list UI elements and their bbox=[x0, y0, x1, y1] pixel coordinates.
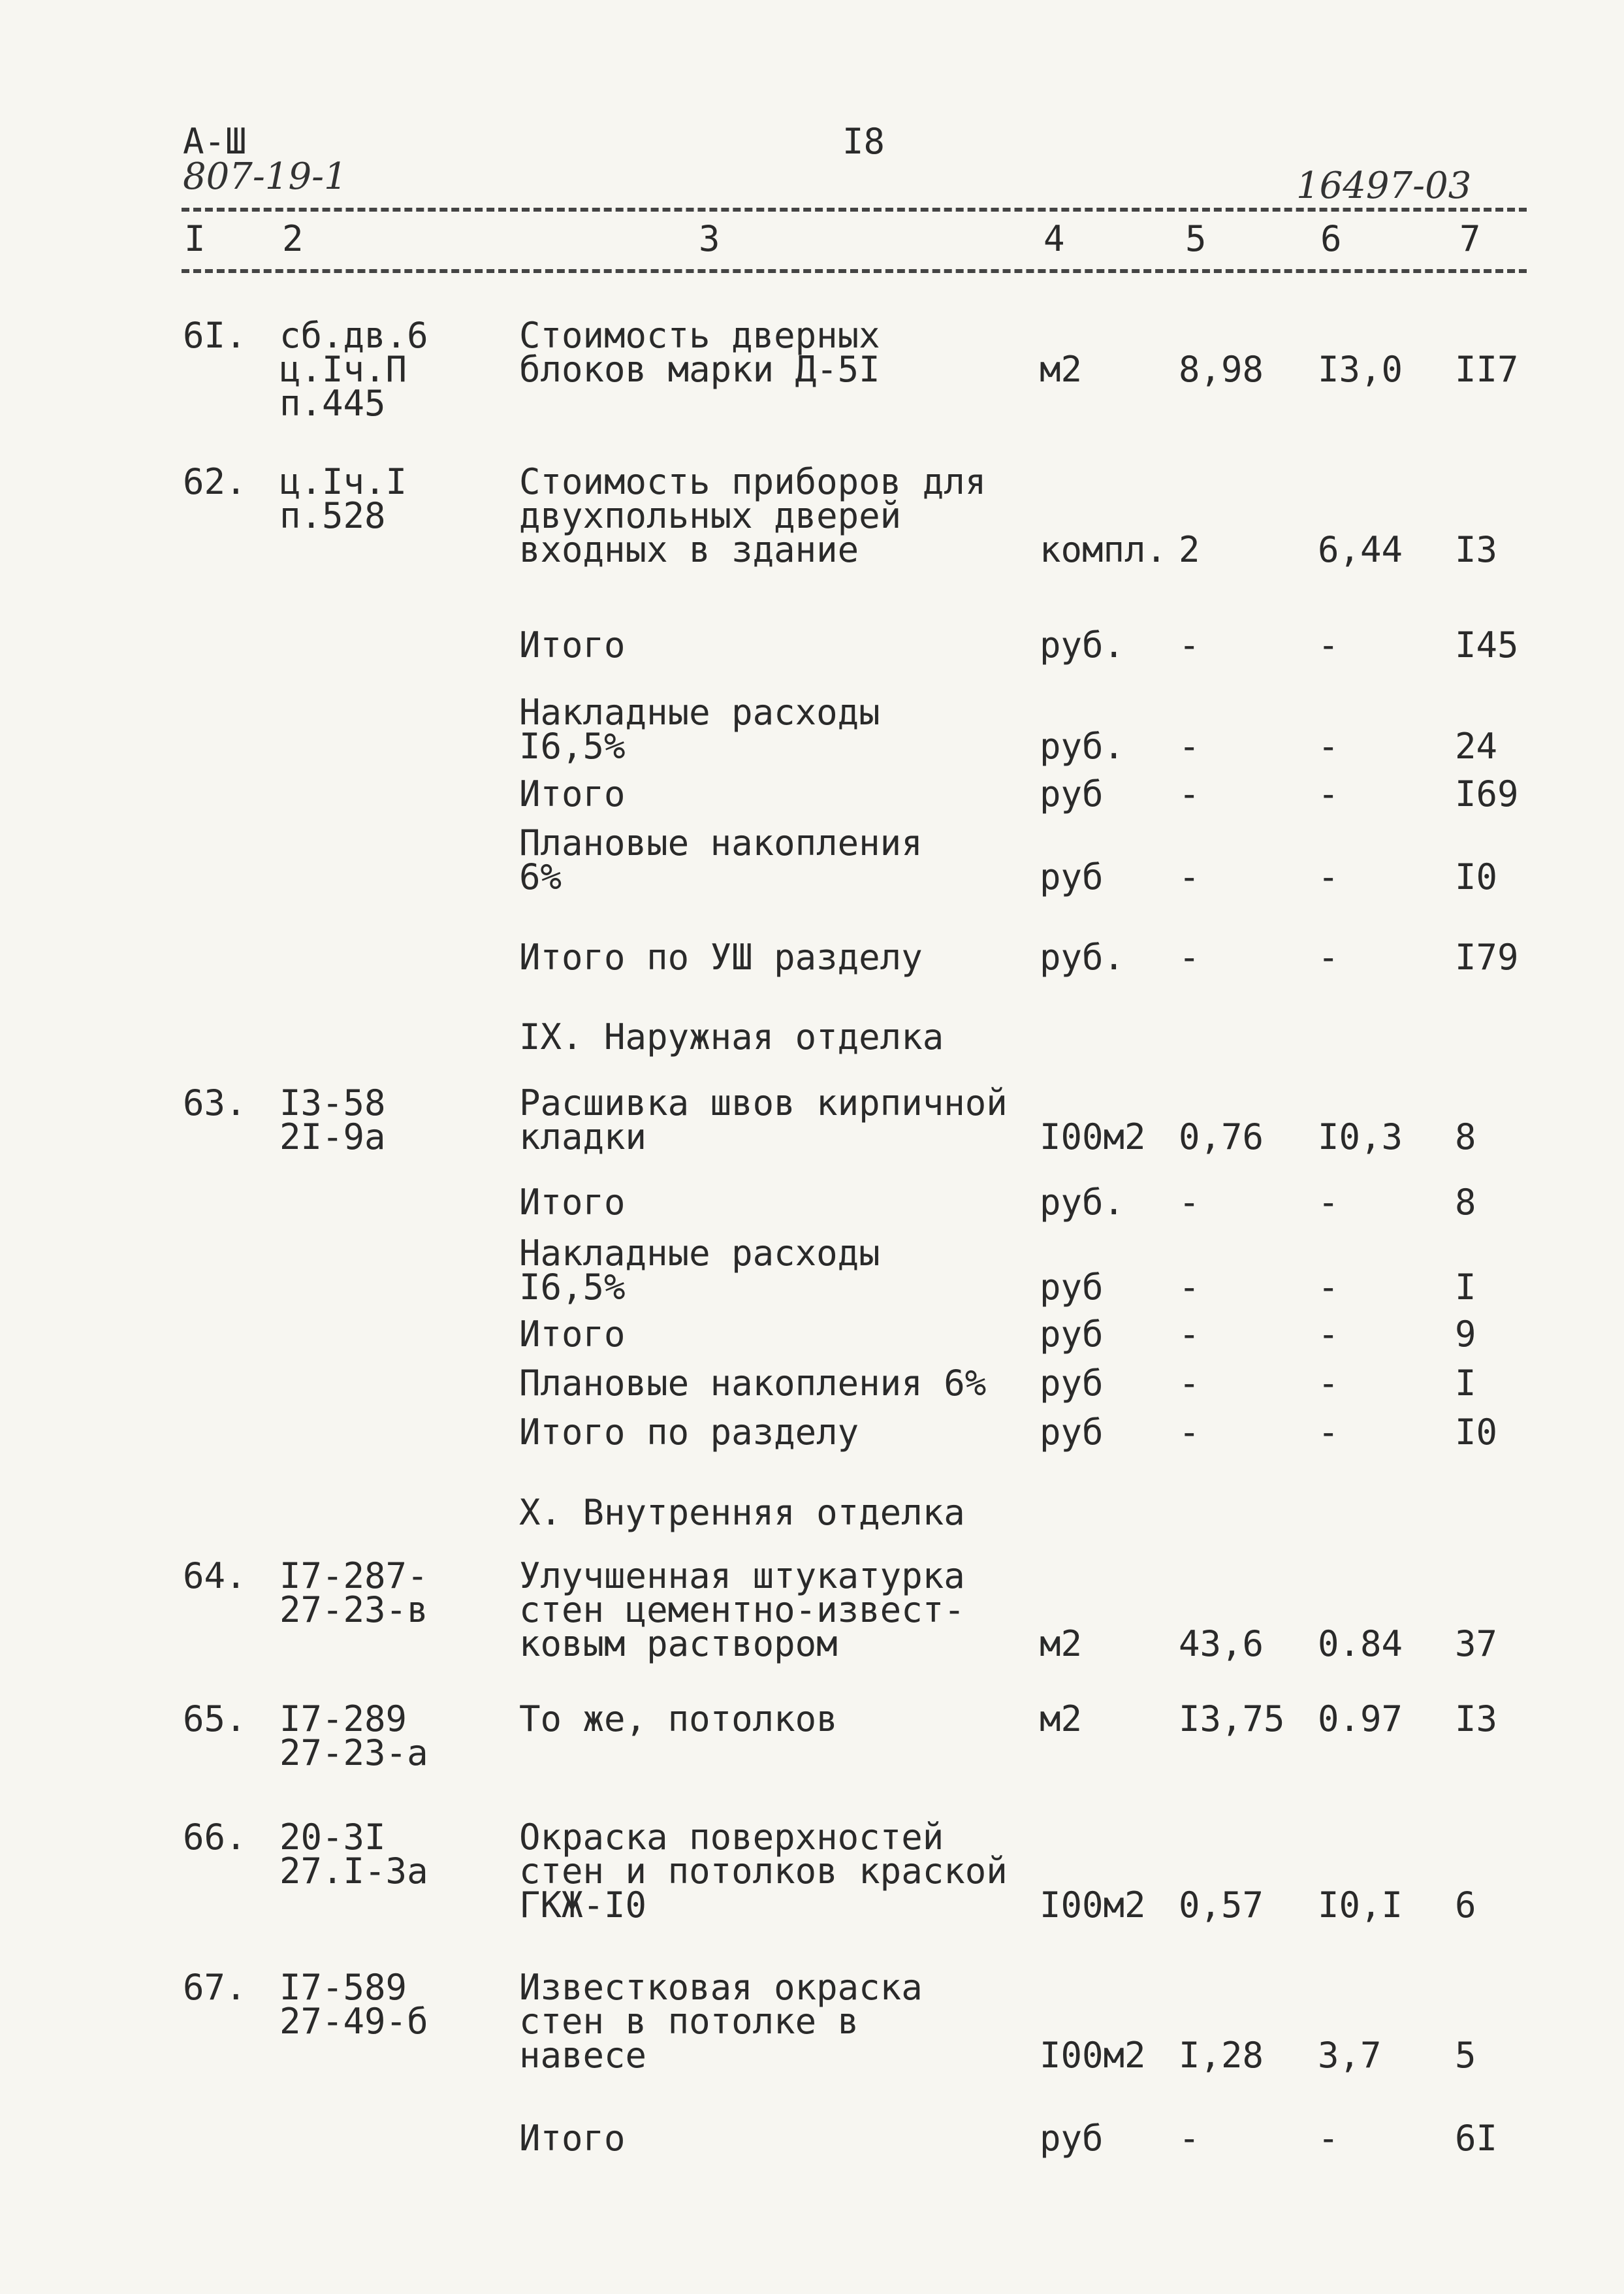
table-cell-c4: руб bbox=[1040, 1314, 1104, 1355]
table-cell-c5: - bbox=[1179, 1182, 1200, 1223]
table-cell-c1: 64. bbox=[183, 1555, 247, 1596]
table-cell-c2: I3-58 2I-9а bbox=[279, 1082, 386, 1157]
table-cell-c3: Стоимость приборов для двухпольных дверей входных в здание bbox=[519, 461, 987, 570]
header-rule bbox=[182, 269, 1527, 273]
table-cell-c6: - bbox=[1318, 856, 1339, 897]
table-cell-c7: 6 bbox=[1455, 1884, 1476, 1926]
table-cell-c3: Расшивка швов кирпичной кладки bbox=[519, 1082, 1008, 1157]
table-cell-c2: 20-3I 27.I-3а bbox=[279, 1817, 428, 1892]
table-cell-c7: 9 bbox=[1455, 1314, 1476, 1355]
table-cell-c4: руб bbox=[1040, 2118, 1104, 2159]
table-cell-c5: - bbox=[1179, 1314, 1200, 1355]
table-cell-c7: 6I bbox=[1455, 2118, 1498, 2159]
col-header-6: 6 bbox=[1320, 218, 1342, 259]
table-cell-c7: I45 bbox=[1455, 624, 1519, 666]
table-cell-c3: Итого по УШ разделу bbox=[519, 937, 923, 978]
table-cell-c3: Итого bbox=[519, 624, 626, 666]
col-header-1: I bbox=[184, 218, 206, 259]
table-cell-c5: 0,76 bbox=[1179, 1116, 1264, 1157]
page-number: I8 bbox=[842, 121, 885, 162]
table-cell-c6: I0,3 bbox=[1318, 1116, 1403, 1157]
table-cell-c4: компл. bbox=[1040, 529, 1168, 570]
table-cell-c4: руб bbox=[1040, 1412, 1104, 1453]
table-cell-c3: Стоимость дверных блоков марки Д-5I bbox=[519, 315, 880, 390]
table-cell-c5: - bbox=[1179, 726, 1200, 767]
table-cell-c4: м2 bbox=[1040, 1698, 1083, 1739]
table-cell-c7: I0 bbox=[1455, 1412, 1498, 1453]
table-cell-c6: - bbox=[1318, 624, 1339, 666]
table-cell-c6: - bbox=[1318, 726, 1339, 767]
table-cell-c5: - bbox=[1179, 1412, 1200, 1453]
table-cell-c7: 5 bbox=[1455, 2035, 1476, 2076]
table-cell-c2: ц.Iч.I п.528 bbox=[279, 461, 407, 536]
table-cell-c4: руб bbox=[1040, 1363, 1104, 1404]
table-cell-c6: - bbox=[1318, 937, 1339, 978]
table-cell-c3: Плановые накопления 6% bbox=[519, 1363, 987, 1404]
table-cell-c1: 6I. bbox=[183, 315, 247, 356]
table-cell-c2: I7-287- 27-23-в bbox=[279, 1555, 428, 1630]
table-cell-c6: - bbox=[1318, 1182, 1339, 1223]
table-cell-c6: - bbox=[1318, 1363, 1339, 1404]
table-cell-c1: 67. bbox=[183, 1967, 247, 2008]
table-cell-c3: То же, потолков bbox=[519, 1698, 838, 1739]
table-cell-c7: II7 bbox=[1455, 349, 1519, 390]
table-cell-c6: - bbox=[1318, 1412, 1339, 1453]
table-cell-c6: 0.97 bbox=[1318, 1698, 1403, 1739]
table-cell-c4: руб bbox=[1040, 773, 1104, 815]
table-cell-c6: - bbox=[1318, 773, 1339, 815]
col-header-2: 2 bbox=[282, 218, 304, 259]
table-cell-c7: 8 bbox=[1455, 1182, 1476, 1223]
table-cell-c4: I00м2 bbox=[1040, 1884, 1146, 1926]
table-cell-c6: I0,I bbox=[1318, 1884, 1403, 1926]
series-code: А-Ш bbox=[183, 121, 247, 162]
table-cell-c7: I0 bbox=[1455, 856, 1498, 897]
table-cell-c4: руб. bbox=[1040, 1182, 1125, 1223]
table-cell-c3: Итого bbox=[519, 2118, 626, 2159]
table-cell-c3: Известковая окраска стен в потолке в навесе bbox=[519, 1967, 923, 2076]
table-cell-c7: I69 bbox=[1455, 773, 1519, 815]
table-cell-c3: Улучшенная штукатурка стен цементно-извест- ковым раствором bbox=[519, 1555, 965, 1664]
archive-number: 16497-03 bbox=[1296, 165, 1472, 207]
table-cell-c4: руб bbox=[1040, 1267, 1104, 1308]
table-cell-c6: I3,0 bbox=[1318, 349, 1403, 390]
table-cell-c1: 62. bbox=[183, 461, 247, 502]
col-header-7: 7 bbox=[1459, 218, 1481, 259]
table-cell-c6: - bbox=[1318, 1267, 1339, 1308]
table-cell-c4: м2 bbox=[1040, 1623, 1083, 1664]
table-cell-c5: - bbox=[1179, 1363, 1200, 1404]
table-cell-c5: 43,6 bbox=[1179, 1623, 1264, 1664]
table-cell-c3: Итого по разделу bbox=[519, 1412, 859, 1453]
table-cell-c3: Плановые накопления 6% bbox=[519, 822, 923, 897]
table-cell-c5: - bbox=[1179, 856, 1200, 897]
section-title: IX. Наружная отделка bbox=[519, 1016, 944, 1058]
table-cell-c7: I bbox=[1455, 1363, 1476, 1404]
table-cell-c5: I3,75 bbox=[1179, 1698, 1285, 1739]
table-cell-c7: I3 bbox=[1455, 1698, 1498, 1739]
doc-code: 807-19-1 bbox=[183, 155, 347, 198]
col-header-3: 3 bbox=[699, 218, 720, 259]
table-cell-c3: Окраска поверхностей стен и потолков краской ГКЖ-I0 bbox=[519, 1817, 1008, 1926]
table-cell-c2: сб.дв.6 ц.Iч.П п.445 bbox=[279, 315, 428, 424]
table-cell-c7: I3 bbox=[1455, 529, 1498, 570]
table-cell-c5: - bbox=[1179, 937, 1200, 978]
table-cell-c4: руб bbox=[1040, 856, 1104, 897]
table-cell-c7: I bbox=[1455, 1267, 1476, 1308]
table-cell-c4: I00м2 bbox=[1040, 1116, 1146, 1157]
col-header-5: 5 bbox=[1185, 218, 1207, 259]
table-cell-c4: руб. bbox=[1040, 937, 1125, 978]
table-cell-c1: 65. bbox=[183, 1698, 247, 1739]
table-cell-c3: Итого bbox=[519, 1182, 626, 1223]
table-cell-c5: - bbox=[1179, 2118, 1200, 2159]
table-cell-c1: 66. bbox=[183, 1817, 247, 1858]
table-cell-c6: 3,7 bbox=[1318, 2035, 1382, 2076]
table-cell-c4: м2 bbox=[1040, 349, 1083, 390]
table-cell-c2: I7-589 27-49-б bbox=[279, 1967, 428, 2042]
table-cell-c4: руб. bbox=[1040, 726, 1125, 767]
table-cell-c2: I7-289 27-23-а bbox=[279, 1698, 428, 1773]
table-cell-c5: - bbox=[1179, 624, 1200, 666]
table-cell-c3: Итого bbox=[519, 773, 626, 815]
table-cell-c7: 24 bbox=[1455, 726, 1498, 767]
table-cell-c5: 2 bbox=[1179, 529, 1200, 570]
col-header-4: 4 bbox=[1043, 218, 1065, 259]
table-cell-c5: 0,57 bbox=[1179, 1884, 1264, 1926]
section-title: Х. Внутренняя отделка bbox=[519, 1492, 965, 1533]
table-cell-c6: - bbox=[1318, 2118, 1339, 2159]
table-cell-c7: 8 bbox=[1455, 1116, 1476, 1157]
table-cell-c3: Накладные расходы I6,5% bbox=[519, 1233, 880, 1308]
table-cell-c5: 8,98 bbox=[1179, 349, 1264, 390]
table-cell-c5: I,28 bbox=[1179, 2035, 1264, 2076]
table-cell-c6: 6,44 bbox=[1318, 529, 1403, 570]
table-cell-c5: - bbox=[1179, 773, 1200, 815]
table-cell-c3: Итого bbox=[519, 1314, 626, 1355]
table-cell-c4: I00м2 bbox=[1040, 2035, 1146, 2076]
table-cell-c1: 63. bbox=[183, 1082, 247, 1123]
table-cell-c6: 0.84 bbox=[1318, 1623, 1403, 1664]
table-cell-c7: I79 bbox=[1455, 937, 1519, 978]
table-cell-c7: 37 bbox=[1455, 1623, 1498, 1664]
table-cell-c6: - bbox=[1318, 1314, 1339, 1355]
table-cell-c5: - bbox=[1179, 1267, 1200, 1308]
top-rule bbox=[182, 208, 1527, 212]
table-cell-c3: Накладные расходы I6,5% bbox=[519, 692, 880, 767]
table-cell-c4: руб. bbox=[1040, 624, 1125, 666]
